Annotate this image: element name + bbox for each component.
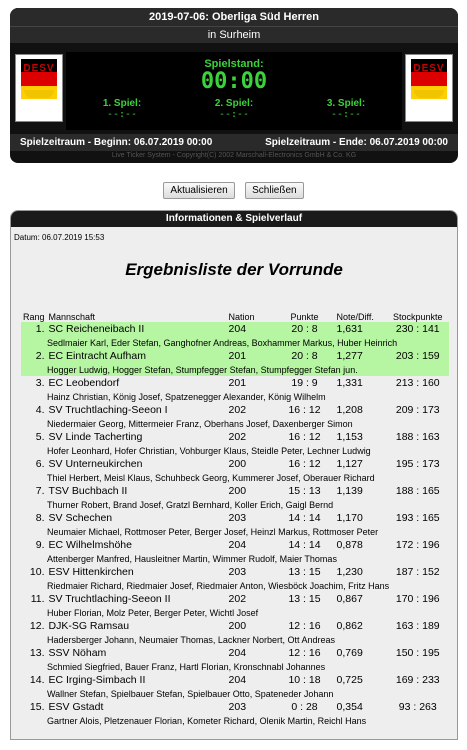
spielzeitraum-ende: Spielzeitraum - Ende: 06.07.2019 00:00 (265, 137, 448, 148)
team-members: Huber Florian, Molz Peter, Berger Peter, Wichtl Josef (47, 607, 259, 618)
punkte-cell: 13 : 15 (288, 593, 321, 605)
rang-cell: 8. (35, 512, 45, 524)
rang-cell: 1. (21, 322, 47, 336)
stockpunkte-cell: 188 : 163 (395, 431, 440, 443)
team-members: Niedermaier Georg, Mittermeier Franz, Oberhans Josef, Daxenberger Simon (47, 418, 353, 429)
punkte-cell: 14 : 14 (288, 539, 321, 551)
team-cell: EC Eintracht Aufham (47, 349, 227, 363)
nation-cell: 200 (228, 485, 247, 497)
punkte-cell: 10 : 18 (288, 674, 321, 686)
table-row (21, 646, 449, 660)
nation-cell: 204 (228, 539, 247, 551)
stockpunkte-cell: 209 : 173 (395, 404, 440, 416)
team-cell: ESV Gstadt (48, 701, 104, 713)
stockpunkte-cell: 172 : 196 (395, 539, 440, 551)
copyright-text: Live Ticker System - Copyright(C) 2002 Marschall-Electronics GmbH & Co. KG (111, 152, 357, 159)
spielstand-label: Spielstand: (204, 58, 264, 70)
team-cell: DJK-SG Ramsau (48, 620, 130, 632)
datum-text: Datum: 06.07.2019 15:53 (14, 233, 105, 242)
nation-cell: 201 (228, 377, 247, 389)
nation-cell: 203 (228, 566, 247, 578)
team-cell: SSV Nöham (48, 647, 107, 659)
rang-cell: 10. (29, 566, 45, 578)
team-members-row (21, 363, 449, 376)
note-cell: 0,725 (336, 674, 363, 686)
note-cell: 1,170 (336, 512, 363, 524)
team-members: Thiel Herbert, Meisl Klaus, Schuhbeck Georg, Kummerer Josef, Oberauer Richard (47, 472, 375, 483)
stockpunkte-cell: 188 : 165 (395, 485, 440, 497)
nation-cell: 203 (228, 512, 247, 524)
team-members-row (21, 633, 449, 646)
punkte-cell: 20 : 8 (275, 322, 335, 336)
spielzeitraum-bar (10, 134, 458, 151)
team-members: Thurner Robert, Brand Josef, Gratzl Bernhard, Koller Erich, Gaigl Bernd (47, 499, 334, 510)
note-cell: 1,208 (336, 404, 363, 416)
team-members-row (21, 336, 449, 349)
team-members: Hainz Christian, König Josef, Spatzenegger Alexander, König Wilhelm (47, 391, 326, 402)
header-rang: Rang (23, 311, 45, 322)
team-cell: ESV Hittenkirchen (48, 566, 134, 578)
table-row (21, 619, 449, 633)
note-cell: 1,331 (336, 377, 363, 389)
table-row (21, 322, 449, 336)
punkte-cell: 16 : 12 (288, 458, 321, 470)
note-cell: 0,354 (336, 701, 363, 713)
team-members-row (21, 498, 449, 511)
team-members-row (21, 579, 449, 592)
note-cell: 0,867 (336, 593, 363, 605)
team-cell: EC Irging-Simbach II (48, 674, 146, 686)
stockpunkte-cell: 93 : 263 (398, 701, 437, 713)
team-cell: SV Truchtlaching-Seeon II (48, 593, 171, 605)
close-button[interactable]: Schließen (245, 182, 303, 199)
team-members: Hadersberger Johann, Neumaier Thomas, Lackner Norbert, Ott Andreas (47, 634, 335, 645)
team-members-row (21, 552, 449, 565)
results-table (21, 311, 449, 727)
team-cell: SV Unterneukirchen (48, 458, 143, 470)
stockpunkte-cell: 170 : 196 (395, 593, 440, 605)
score-display (66, 52, 402, 130)
stockpunkte-cell: 193 : 165 (395, 512, 440, 524)
table-row (21, 673, 449, 687)
team-cell: SV Linde Tacherting (48, 431, 143, 443)
stockpunkte-cell: 230 : 141 (387, 322, 449, 336)
logo-text: DESV (23, 63, 55, 74)
table-row (21, 403, 449, 417)
nation-cell: 204 (228, 674, 247, 686)
team-members-row (21, 687, 449, 700)
punkte-cell: 12 : 16 (288, 620, 321, 632)
team-members: Wallner Stefan, Spielbauer Stefan, Spielbauer Otto, Spateneder Johann (47, 688, 334, 699)
team-members: Gartner Alois, Pletzenauer Florian, Kometer Richard, Olenik Martin, Reichl Hans (47, 715, 367, 726)
team-members-row (21, 660, 449, 673)
team-members-row (21, 390, 449, 403)
note-cell: 1,127 (336, 458, 363, 470)
team-members-row (21, 471, 449, 484)
punkte-cell: 15 : 13 (288, 485, 321, 497)
note-cell: 1,153 (336, 431, 363, 443)
rang-cell: 5. (35, 431, 45, 443)
rang-cell: 12. (29, 620, 45, 632)
spiele-row (66, 98, 402, 120)
rang-cell: 6. (35, 458, 45, 470)
nation-cell: 204 (228, 647, 247, 659)
team-members-row (21, 525, 449, 538)
spielzeitraum-beginn: Spielzeitraum - Beginn: 06.07.2019 00:00 (20, 137, 213, 148)
rang-cell: 4. (35, 404, 45, 416)
header-mannschaft: Mannschaft (48, 311, 96, 322)
table-row (21, 592, 449, 606)
table-row (21, 511, 449, 525)
scoreboard (10, 8, 458, 163)
nation-cell: 202 (228, 431, 247, 443)
punkte-cell: 12 : 16 (288, 647, 321, 659)
nation-cell: 201 (227, 349, 275, 363)
table-row (21, 484, 449, 498)
team-cell: SV Schechen (48, 512, 113, 524)
rang-cell: 13. (29, 647, 45, 659)
team-members: Attenberger Manfred, Hausleitner Martin, Wimmer Rudolf, Maier Thomas (47, 553, 337, 564)
refresh-button[interactable]: Aktualisieren (163, 182, 234, 199)
team-members: Schmied Siegfried, Bauer Franz, Hartl Florian, Kronschnabl Johannes (47, 661, 326, 672)
team-members: Neumaier Michael, Rottmoser Peter, Berger Josef, Heinzl Markus, Rottmoser Peter (47, 526, 379, 537)
header-note: Note/Diff. (336, 311, 374, 322)
spiel-2: 2. Spiel: --:-- (214, 98, 254, 120)
team-cell: TSV Buchbach II (48, 485, 128, 497)
spielstand-value: 00:00 (200, 69, 268, 94)
team-members: Sedlmaier Karl, Eder Stefan, Ganghofner Andreas, Boxhammer Markus, Huber Heinrich (21, 336, 449, 349)
table-row (21, 457, 449, 471)
team-cell: EC Leobendorf (48, 377, 120, 389)
nation-cell: 203 (228, 701, 247, 713)
scoreboard-location: in Surheim (10, 26, 458, 43)
team-members-row (21, 444, 449, 457)
team-members-row (21, 606, 449, 619)
info-panel (10, 210, 458, 740)
desv-logo-left (15, 54, 63, 122)
punkte-cell: 20 : 8 (275, 349, 335, 363)
rang-cell: 14. (29, 674, 45, 686)
rang-cell: 3. (35, 377, 45, 389)
header-stockpunkte: Stockpunkte (392, 311, 443, 322)
button-row (0, 180, 467, 199)
stockpunkte-cell: 203 : 159 (387, 349, 449, 363)
note-cell: 0,878 (336, 539, 363, 551)
nation-cell: 202 (228, 404, 247, 416)
rang-cell: 7. (35, 485, 45, 497)
rang-cell: 15. (29, 701, 45, 713)
spiel-3: 3. Spiel: --:-- (326, 98, 366, 120)
punkte-cell: 0 : 28 (291, 701, 318, 713)
note-cell: 1,277 (335, 349, 387, 363)
stockpunkte-cell: 169 : 233 (395, 674, 440, 686)
stockpunkte-cell: 187 : 152 (395, 566, 440, 578)
header-nation: Nation (228, 311, 255, 322)
team-members-row (21, 417, 449, 430)
team-cell: SC Reicheneibach II (47, 322, 227, 336)
spiel-1: 1. Spiel: --:-- (102, 98, 142, 120)
desv-logo-right (405, 54, 453, 122)
nation-cell: 202 (228, 593, 247, 605)
nation-cell: 200 (228, 458, 247, 470)
panel-title: Informationen & Spielverlauf (11, 211, 457, 227)
rang-cell: 11. (30, 593, 45, 605)
rang-cell: 2. (21, 349, 47, 363)
rang-cell: 9. (35, 539, 45, 551)
note-cell: 0,769 (336, 647, 363, 659)
table-row (21, 700, 449, 714)
scoreboard-title: 2019-07-06: Oberliga Süd Herren (10, 8, 458, 26)
table-row (21, 376, 449, 390)
nation-cell: 204 (227, 322, 275, 336)
punkte-cell: 13 : 15 (288, 566, 321, 578)
table-header (21, 311, 449, 322)
table-row (21, 538, 449, 552)
stockpunkte-cell: 163 : 189 (395, 620, 440, 632)
team-members-row (21, 714, 449, 727)
punkte-cell: 14 : 14 (288, 512, 321, 524)
note-cell: 1,230 (336, 566, 363, 578)
team-cell: EC Wilhelmshöhe (48, 539, 132, 551)
table-row (21, 430, 449, 444)
header-punkte: Punkte (290, 311, 319, 322)
team-members: Hofer Leonhard, Hofer Christian, Vohburger Klaus, Steidle Peter, Lechner Ludwig (47, 445, 371, 456)
note-cell: 1,631 (335, 322, 387, 336)
logo-text: DESV (413, 63, 445, 74)
stockpunkte-cell: 195 : 173 (395, 458, 440, 470)
results-heading: Ergebnisliste der Vorrunde (125, 260, 343, 279)
table-row (21, 565, 449, 579)
punkte-cell: 16 : 12 (288, 431, 321, 443)
team-cell: SV Truchtlaching-Seeon I (48, 404, 168, 416)
punkte-cell: 16 : 12 (288, 404, 321, 416)
note-cell: 1,139 (336, 485, 363, 497)
team-members: Hogger Ludwig, Hogger Stefan, Stumpfegger Stefan, Stumpfegger Stefan jun. (21, 363, 449, 376)
punkte-cell: 19 : 9 (291, 377, 318, 389)
note-cell: 0,862 (336, 620, 363, 632)
table-row (21, 349, 449, 363)
stockpunkte-cell: 150 : 195 (395, 647, 440, 659)
team-members: Riedmaier Richard, Riedmaier Josef, Riedmaier Anton, Wiesböck Joachim, Fritz Hans (47, 580, 390, 591)
stockpunkte-cell: 213 : 160 (395, 377, 440, 389)
nation-cell: 200 (228, 620, 247, 632)
